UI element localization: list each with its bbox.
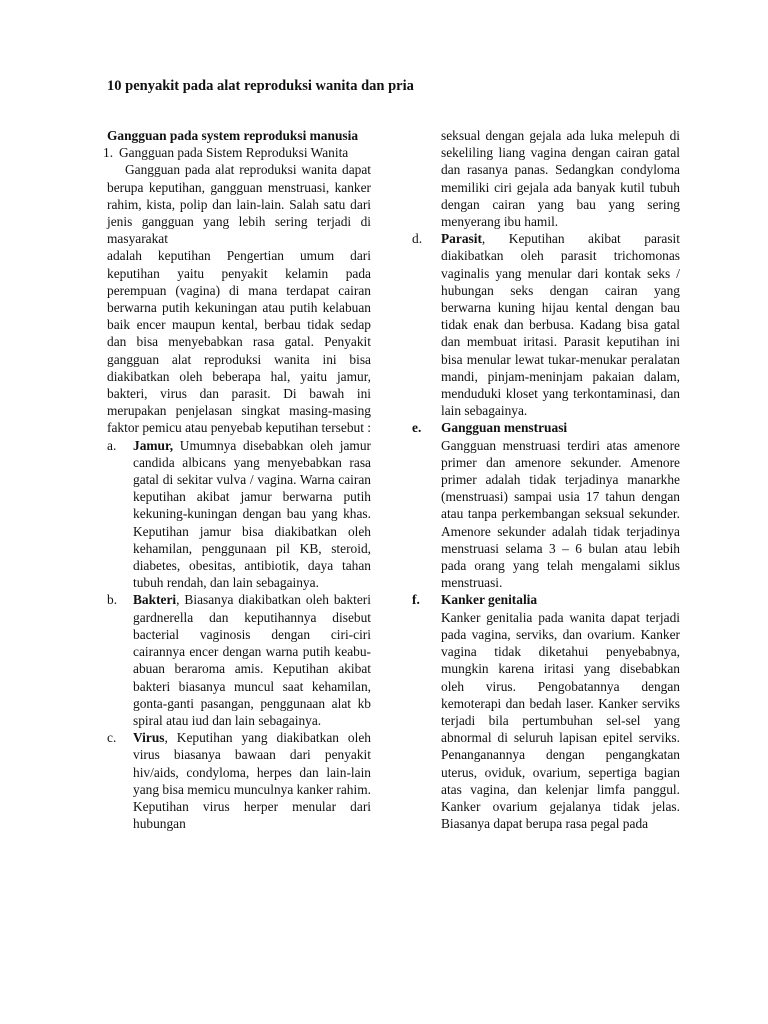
- left-column: [103, 127, 371, 832]
- item-number: 1.: [103, 145, 114, 161]
- list-item-label: c.: [107, 730, 117, 746]
- virus-continued-text: seksual dengan gejala ada luka melepuh di sekeliling liang vagina dengan cairan gatal dan rasanya panas. Sedangkan condyloma memiliki ciri gejala ada banyak kutil tubuh dengan cairan yang bau yang sering menyerang ibu hamil.: [441, 128, 680, 230]
- list-item-virus: [107, 729, 371, 832]
- list-item-term: Parasit: [441, 231, 482, 247]
- list-item-jamur: [107, 437, 371, 592]
- list-item-label: e.: [412, 420, 422, 436]
- list-item-parasit: [412, 230, 680, 419]
- list-item-label: f.: [412, 592, 420, 608]
- item-text: Gangguan pada Sistem Reproduksi Wanita: [119, 145, 349, 161]
- subheading-text: Gangguan menstruasi: [441, 420, 568, 436]
- right-column: [412, 127, 680, 832]
- subheading-kanker: [412, 591, 680, 608]
- list-item-label: b.: [107, 592, 118, 608]
- list-item-term: Virus: [133, 730, 165, 746]
- list-item-text: , Keputihan akibat parasit diakibatkan oleh parasit trichomonas vaginalis yang menular dari kontak seks / hubungan seks dengan cairan yang berwarna kuning hijau kental dengan bau tidak enak dan berbusa. Kadang bisa gatal dan membuat iritasi. Parasit keputihan ini bisa menular lewat tukar-menukar peralatan mandi, pinjam-meninjam pakaian dalam, menduduki kloset yang terkontaminasi, dan lain sebagainya.: [441, 231, 680, 419]
- list-item-term: Bakteri: [133, 592, 177, 608]
- numbered-item: [103, 144, 371, 161]
- list-item-bakteri: [107, 591, 371, 729]
- list-item-label: d.: [412, 231, 423, 247]
- intro-paragraph: Gangguan pada alat reproduksi wanita dapat berupa keputihan, gangguan menstruasi, kanker rahim, kista, polip dan lain-lain. Salah satu dari jenis gangguan yang lebih sering terjadi di masyarakat: [107, 162, 371, 247]
- list-item-label: a.: [107, 437, 117, 453]
- kanker-paragraph: Kanker genitalia pada wanita dapat terjadi pada vagina, serviks, dan ovarium. Kanker vagina tidak diketahui penyebabnya, mungkin karena iritasi yang disebabkan oleh virus. Pengobatannya dengan kemoterapi dan bedah laser. Kanker serviks terjadi bila pertumbuhan sel-sel yang abnormal di seluruh lapisan epitel serviks. Penanganannya dengan pengangkatan uterus, oviduk, ovarium, sepertiga bagian atas vagina, dan kelenjar limfa panggul. Kanker ovarium gejalanya tidak jelas. Biasanya dapat berupa rasa pegal pada: [441, 609, 680, 832]
- menstruasi-paragraph: Gangguan menstruasi terdiri atas amenore primer dan amenore sekunder. Amenore primer adalah tidak terjadinya manarkhe (menstruasi) sampai usia 17 tahun dengan atau tanpa perkembangan seksual sekunder. Amenore sekunder adalah tidak terjadinya menstruasi selama 3 – 6 bulan atau lebih pada orang yang telah mengalami siklus menstruasi.: [441, 437, 680, 591]
- section-heading: Gangguan pada system reproduksi manusia: [107, 128, 359, 143]
- list-item-term: Jamur,: [133, 437, 174, 453]
- document-title: 10 penyakit pada alat reproduksi wanita dan pria: [107, 78, 414, 94]
- definition-paragraph: adalah keputihan Pengertian umum dari keputihan yaitu penyakit kelamin pada perempuan (vagina) di mana terdapat cairan berwarna putih kekuningan atau putih kelabuan baik encer maupun kental, berbau tidak sedap dan bisa menyebabkan rasa gatal. Penyakit gangguan alat reproduksi wanita ini bisa diakibatkan oleh beberapa hal, yaitu jamur, bakteri, virus dan parasit. Di bawah ini merupakan penjelasan singkat masing-masing faktor pemicu atau penyebab keputihan tersebut :: [107, 248, 371, 436]
- subheading-menstruasi: [412, 419, 680, 436]
- list-item-text: , Keputihan yang diakibatkan oleh virus biasanya bawaan dari penyakit hiv/aids, condyloma, herpes dan lain-lain yang bisa memicu munculnya kanker rahim. Keputihan virus herper menular dari hubungan: [133, 730, 371, 832]
- list-item-text: Umumnya disebabkan oleh jamur candida albicans yang menyebabkan rasa gatal di sekitar vulva / vagina. Warna cairan keputihan akibat jamur berwarna putih kekuning-kuningan dengan bau yang khas. Keputihan jamur bisa diakibatkan oleh kehamilan, penggunaan pil KB, steroid, diabetes, obesitas, antibiotik, daya tahan tubuh rendah, dan lain sebagainya.: [133, 437, 371, 591]
- subheading-text: Kanker genitalia: [441, 592, 538, 608]
- list-item-text: , Biasanya diakibatkan oleh bakteri gardnerella dan keputihannya disebut bacterial vaginosis dengan ciri-ciri cairannya encer dengan warna putih keabu-abuan beraroma amis. Keputihan akibat bakteri biasanya muncul saat kehamilan, gonta-ganti pasangan, penggunaan alat kb spiral atau iud dan lain sebagainya.: [133, 592, 371, 728]
